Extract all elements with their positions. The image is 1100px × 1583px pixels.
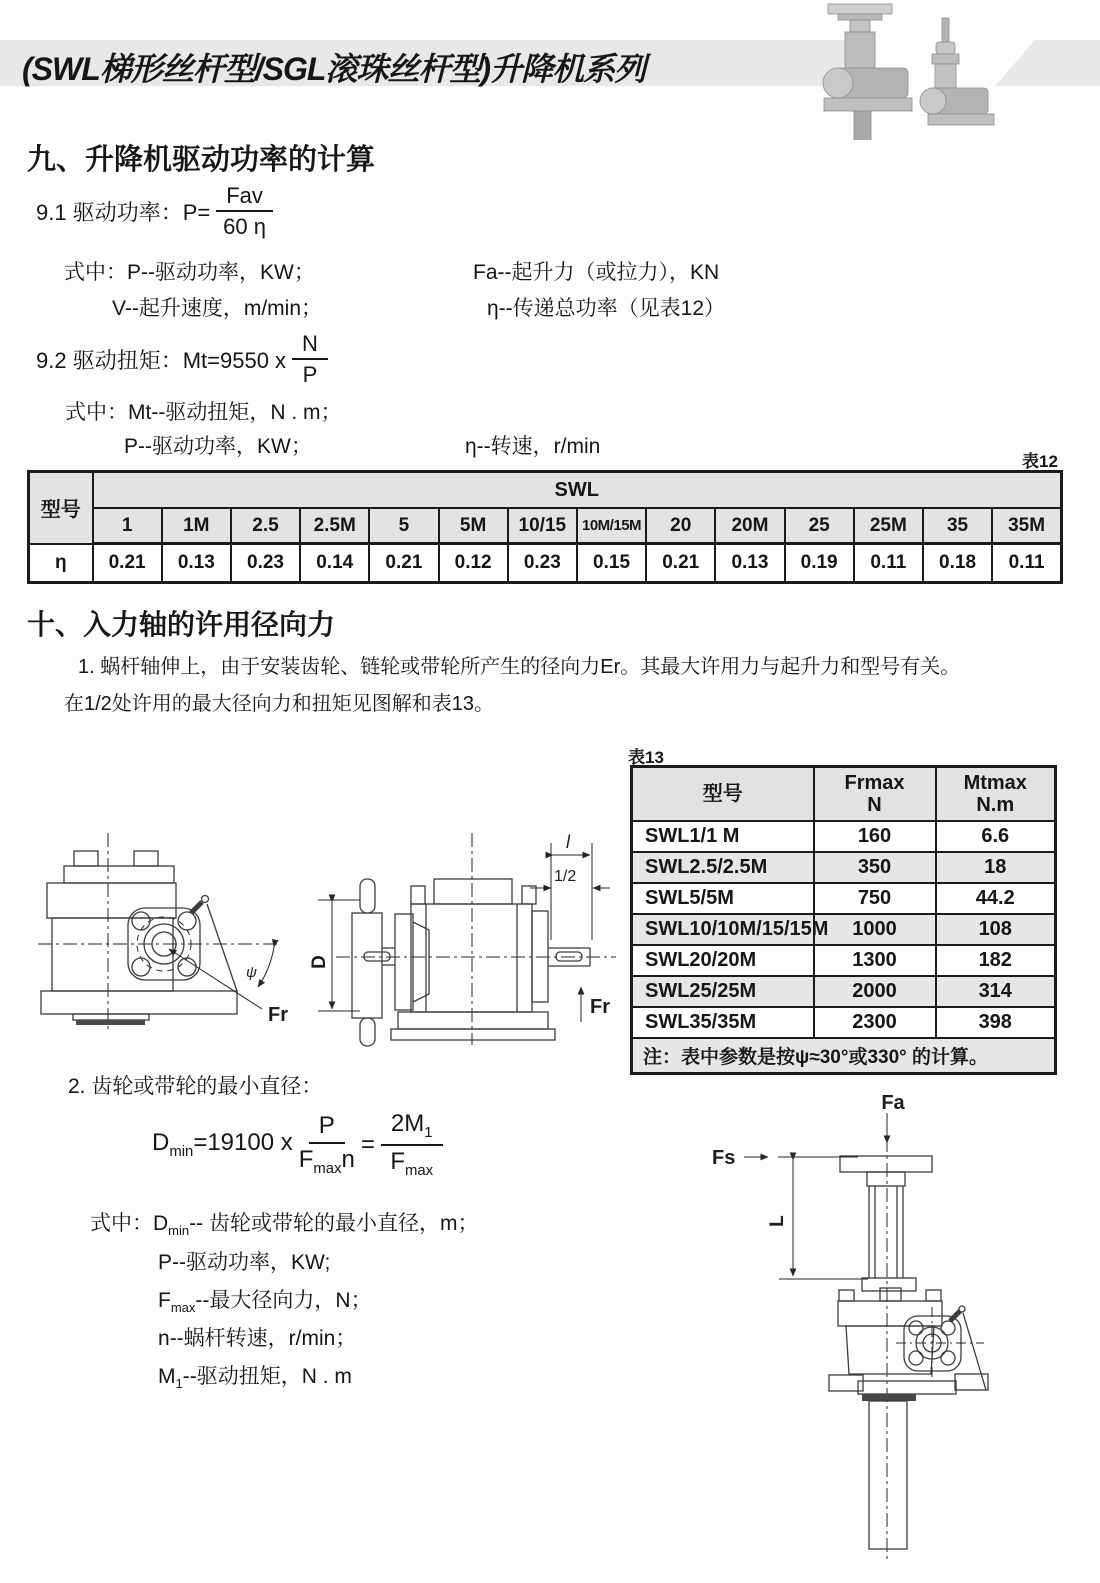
table13-frmax: 2300 — [814, 1007, 936, 1038]
dmin-frac2-den: $F_{max}$ — [390, 1147, 434, 1179]
section2-note: n--蜗杆转速，r/min； — [158, 1327, 357, 1350]
table12-value: 0.11 — [854, 544, 923, 583]
formula-92-denominator: P — [302, 362, 318, 388]
note-92-mt: 式中：Mt--驱动扭矩，N . m； — [65, 401, 342, 424]
table13-mtmax: 398 — [936, 1007, 1056, 1038]
table13-model: SWL2.5/2.5M — [632, 852, 814, 883]
table12-row-label: η — [29, 544, 93, 583]
table12-col-header: 10/15 — [508, 508, 577, 544]
fa-force-label: Fa — [881, 1092, 905, 1114]
table13-header-frmax — [814, 767, 936, 822]
table12-col-header: 35M — [992, 508, 1061, 544]
formula-drive-torque — [36, 331, 328, 388]
table13-mtmax: 6.6 — [936, 821, 1056, 852]
section2-note: P--驱动功率，KW; — [158, 1251, 331, 1274]
section10-para2: 在1/2处许用的最大径向力和扭矩见图解和表13。 — [64, 693, 495, 715]
table13-mtmax: 182 — [936, 945, 1056, 976]
radial-force-drawings — [30, 815, 620, 1060]
note-92-n: η--转速，r/min — [465, 435, 601, 458]
table12-value: 0.13 — [715, 544, 784, 583]
formula-92-label: 9.2 驱动扭矩：Mt=9550 x — [36, 347, 287, 373]
table12-col-header: 2.5 — [231, 508, 300, 544]
table13-label: 表13 — [628, 748, 664, 767]
product-photos — [800, 0, 1100, 140]
dmin-frac2-num: $2M_1$ — [381, 1110, 443, 1146]
dmin-frac1-num: P — [309, 1112, 345, 1144]
l-dimension-label: l — [566, 832, 570, 852]
table12-model-header: 型号 — [29, 472, 93, 544]
dmin-fraction-1 — [299, 1112, 355, 1177]
table13-frmax: 750 — [814, 883, 936, 914]
table13-header-frmax-line1: Frmax — [844, 772, 905, 794]
table13-frmax: 1300 — [814, 945, 936, 976]
table12-value: 0.21 — [369, 544, 438, 583]
side-fr-label: Fr — [590, 996, 610, 1018]
note-91-p: 式中：P--驱动功率，KW； — [64, 261, 315, 284]
dmin-equals: = — [360, 1130, 375, 1158]
table12-col-header: 20M — [715, 508, 784, 544]
table13-header-model: 型号 — [632, 767, 814, 822]
section2-note: $M_1--$驱动扭矩，N . m — [158, 1365, 352, 1392]
table13-note: 注：表中参数是按ψ≈30°或330° 的计算。 — [632, 1038, 1056, 1074]
table12-col-header: 35 — [923, 508, 992, 544]
table13-frmax: 1000 — [814, 914, 936, 945]
table12-col-header: 1 — [93, 508, 162, 544]
table12-col-header: 1M — [162, 508, 231, 544]
side-view-drawing — [309, 832, 616, 1046]
table12-value: 0.15 — [577, 544, 646, 583]
table13-mtmax: 108 — [936, 914, 1056, 945]
table12-group-header: SWL — [93, 472, 1062, 509]
section2-note: $F_{max}--$最大径向力，N； — [158, 1289, 372, 1316]
table12-col-header: 5 — [369, 508, 438, 544]
note-92-p: P--驱动功率，KW； — [124, 435, 312, 458]
table13-model: SWL1/1 M — [632, 821, 814, 852]
front-view-drawing — [38, 833, 288, 1033]
table12-value: 0.11 — [992, 544, 1061, 583]
table13-header-mtmax-line1: Mtmax — [963, 772, 1027, 794]
page-title: (SWL梯形丝杆型/SGL滚珠丝杆型)升降机系列 — [22, 51, 646, 87]
formula-91-denominator: 60 η — [223, 214, 266, 240]
table12-value: 0.23 — [231, 544, 300, 583]
formula-drive-power — [36, 183, 273, 240]
dmin-lhs: $D_{min}=19100$ x — [152, 1129, 293, 1161]
table12-value: 0.18 — [923, 544, 992, 583]
dmin-fraction-2 — [381, 1110, 443, 1180]
table12-value: 0.23 — [508, 544, 577, 583]
note-91-eta: η--传递总功率（见表12） — [487, 297, 726, 320]
table13-header-mtmax-line2: N.m — [976, 794, 1015, 816]
half-dimension-label: 1/2 — [554, 868, 577, 885]
table13-frmax: 160 — [814, 821, 936, 852]
formula-91-numerator: Fav — [216, 183, 273, 212]
table13-mtmax: 314 — [936, 976, 1056, 1007]
product-photo-jack-1 — [823, 4, 912, 140]
d-dimension-label: D — [309, 955, 330, 969]
table13-model: SWL25/25M — [632, 976, 814, 1007]
dmin-frac1-den: $F_{max}n$ — [298, 1145, 355, 1177]
table13-model: SWL5/5M — [632, 883, 814, 914]
formula-min-diameter — [152, 1110, 443, 1180]
section2-note: 式中：$D_{min}--$ 齿轮或带轮的最小直径，m； — [90, 1212, 479, 1239]
table12-value: 0.19 — [785, 544, 854, 583]
fs-force-label: Fs — [712, 1147, 736, 1169]
l-length-label: L — [767, 1215, 788, 1227]
note-91-fa: Fa--起升力（或拉力），KN — [473, 261, 720, 284]
table12-value: 0.21 — [646, 544, 715, 583]
formula-91-label: 9.1 驱动功率：P= — [36, 199, 211, 225]
table13-frmax: 2000 — [814, 976, 936, 1007]
table13-header-frmax-line2: N — [867, 794, 882, 816]
table13-frmax: 350 — [814, 852, 936, 883]
table12-value: 0.14 — [300, 544, 369, 583]
table13-mtmax: 18 — [936, 852, 1056, 883]
table12-value: 0.21 — [93, 544, 162, 583]
front-fr-label: Fr — [268, 1004, 288, 1026]
section2-heading: 2. 齿轮或带轮的最小直径： — [68, 1075, 323, 1098]
table13-model: SWL35/35M — [632, 1007, 814, 1038]
formula-92-fraction — [292, 331, 328, 388]
table13-header-mtmax — [936, 767, 1056, 822]
jack-load-drawing — [650, 1085, 1100, 1583]
table13-model: SWL20/20M — [632, 945, 814, 976]
table12-value: 0.12 — [439, 544, 508, 583]
table13-radial-force — [630, 765, 1057, 1075]
product-photo-jack-2 — [920, 18, 994, 125]
section10-heading: 十、入力轴的许用径向力 — [27, 609, 336, 640]
note-91-v: V--起升速度，m/min； — [112, 297, 322, 320]
table13-model: SWL10/10M/15/15M — [632, 914, 814, 945]
formula-91-fraction — [216, 183, 273, 240]
table12-col-header: 10M/15M — [577, 508, 646, 544]
formula-92-numerator: N — [292, 331, 328, 360]
table12-col-header: 5M — [439, 508, 508, 544]
section9-heading: 九、升降机驱动功率的计算 — [27, 144, 376, 176]
table12-efficiency — [27, 470, 1063, 584]
table12-col-header: 25 — [785, 508, 854, 544]
table12-label: 表12 — [1022, 452, 1058, 471]
table12-col-header: 25M — [854, 508, 923, 544]
table12-col-header: 2.5M — [300, 508, 369, 544]
psi-angle-label: ψ — [246, 964, 257, 981]
table13-mtmax: 44.2 — [936, 883, 1056, 914]
table12-value: 0.13 — [162, 544, 231, 583]
section10-para1: 1. 蜗杆轴伸上，由于安装齿轮、链轮或带轮所产生的径向力Er。其最大许用力与起升力和型号有关。 — [78, 656, 961, 678]
table12-col-header: 20 — [646, 508, 715, 544]
